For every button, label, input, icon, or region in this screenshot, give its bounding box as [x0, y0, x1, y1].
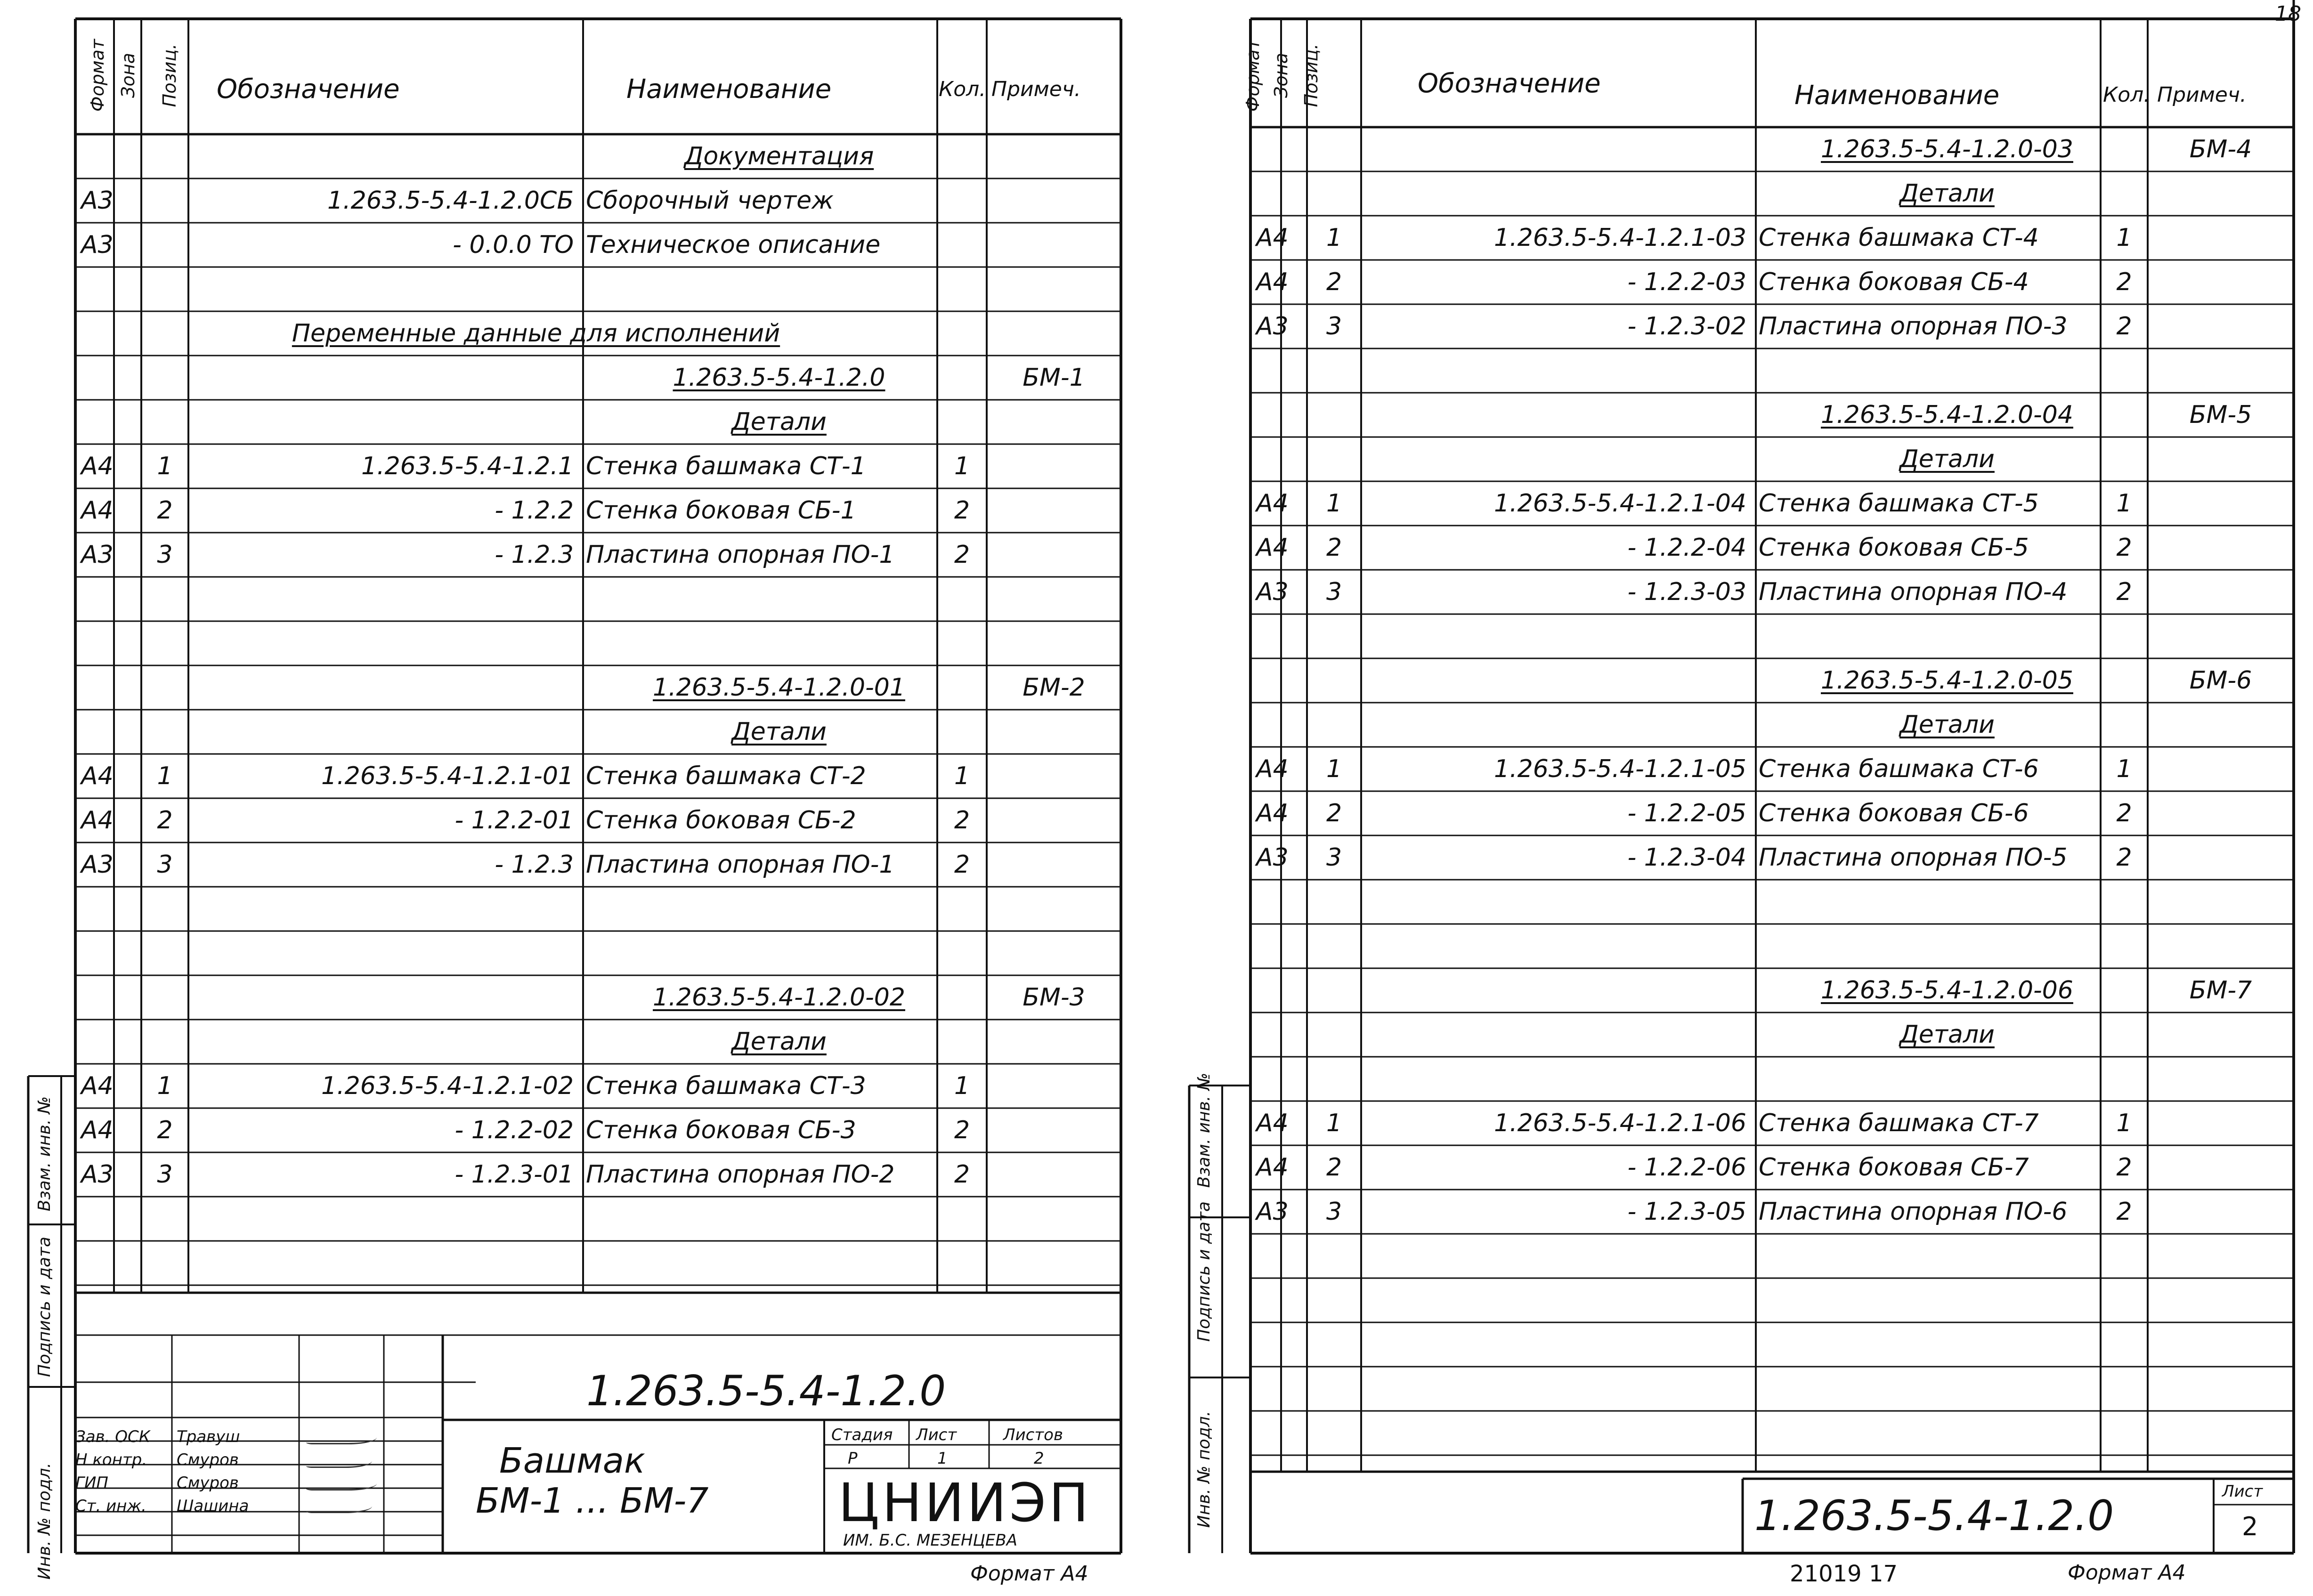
row-designation: - 0.0.0 ТО: [453, 230, 574, 259]
row-name: Стенка боковая СБ-3: [586, 1116, 856, 1144]
header-zone: Зона: [1271, 53, 1291, 98]
row-note: БМ-1: [1023, 363, 1085, 392]
row-name: Пластина опорная ПО-5: [1759, 843, 2068, 872]
row-name: Сборочный чертеж: [586, 186, 834, 215]
row-position: 1: [157, 762, 173, 790]
row-position: 3: [157, 540, 173, 569]
row-format: А3: [1256, 577, 1289, 606]
section-heading: Детали: [1899, 445, 1995, 473]
row-position: 1: [1326, 754, 1342, 783]
side-label-signature-date: Подпись и дата: [1194, 1201, 1214, 1342]
row-qty: 2: [2116, 1197, 2132, 1226]
side-label-replaced-inv: Взам. инв. №: [35, 1096, 54, 1212]
variant-code: 1.263.5-5.4-1.2.0-02: [653, 983, 905, 1012]
stamp-title-1: Башмак: [499, 1441, 645, 1481]
row-qty: 2: [2116, 533, 2132, 562]
row-position: 1: [157, 452, 173, 480]
variant-code: 1.263.5-5.4-1.2.0-05: [1821, 666, 2073, 695]
row-qty: 2: [2116, 312, 2132, 340]
stamp-sheet: 1: [937, 1449, 948, 1468]
stamp-sheet-label: Лист: [916, 1426, 957, 1444]
signature-2: [306, 1450, 372, 1468]
row-qty: 1: [2116, 754, 2132, 783]
header-format: Формат: [87, 39, 108, 112]
spec-sheet-2: [1154, 0, 2313, 1559]
row-designation: - 1.2.2-01: [454, 806, 574, 834]
row-designation: - 1.2.3-01: [454, 1160, 574, 1189]
row-qty: 1: [2116, 489, 2132, 518]
row-designation: - 1.2.2: [495, 496, 574, 525]
row-position: 1: [1326, 1109, 1342, 1137]
row-position: 1: [1326, 489, 1342, 518]
row-position: 3: [157, 850, 173, 879]
row-designation: 1.263.5-5.4-1.2.1: [361, 452, 574, 480]
row-designation: 1.263.5-5.4-1.2.1-02: [321, 1071, 574, 1100]
header-designation: Обозначение: [217, 74, 400, 105]
row-name: Пластина опорная ПО-1: [586, 540, 895, 569]
row-designation: - 1.2.3-05: [1627, 1197, 1746, 1226]
stamp-organization-sub: ИМ. Б.С. МЕЗЕНЦЕВА: [843, 1531, 1017, 1550]
row-format: А4: [81, 452, 114, 480]
row-name: Стенка боковая СБ-6: [1759, 799, 2029, 827]
row-format: А3: [81, 1160, 114, 1189]
signature-4: [306, 1496, 372, 1513]
stamp-role-1: Зав. ОСК: [75, 1427, 150, 1446]
row-position: 2: [1326, 1153, 1342, 1182]
row-format: А3: [81, 850, 114, 879]
row-format: А4: [1256, 223, 1289, 252]
row-note: БМ-7: [2189, 976, 2252, 1005]
format-label-2: Формат А4: [2068, 1561, 2186, 1585]
row-designation: 1.263.5-5.4-1.2.1-04: [1494, 489, 1746, 518]
row-designation: - 1.2.2-06: [1627, 1153, 1746, 1182]
row-format: А4: [81, 762, 114, 790]
row-position: 2: [157, 1116, 173, 1144]
format-label-1: Формат А4: [970, 1562, 1088, 1586]
row-qty: 2: [954, 540, 970, 569]
row-format: А4: [81, 496, 114, 525]
header-designation: Обозначение: [1418, 68, 1601, 99]
row-name: Пластина опорная ПО-2: [586, 1160, 895, 1189]
section-heading: Документация: [684, 142, 874, 170]
row-format: А4: [81, 806, 114, 834]
variant-code: 1.263.5-5.4-1.2.0-06: [1821, 976, 2073, 1005]
row-qty: 2: [2116, 267, 2132, 296]
row-designation: - 1.2.2-02: [454, 1116, 574, 1144]
row-note: БМ-4: [2189, 135, 2252, 163]
variant-code: 1.263.5-5.4-1.2.0: [673, 363, 885, 392]
side-label-inv-orig: Инв. № подл.: [1194, 1410, 1214, 1528]
row-designation: - 1.2.2-04: [1627, 533, 1746, 562]
header-zone: Зона: [118, 53, 138, 98]
side-label-inv-orig: Инв. № подл.: [35, 1462, 54, 1580]
row-qty: 1: [2116, 223, 2132, 252]
row-format: А4: [1256, 267, 1289, 296]
stamp-role-2: Н контр.: [75, 1450, 147, 1469]
row-qty: 2: [2116, 1153, 2132, 1182]
stamp-role-4: Ст. инж.: [75, 1497, 146, 1515]
row-qty: 1: [954, 762, 970, 790]
row-name: Стенка боковая СБ-1: [586, 496, 856, 525]
stamp-name-3: Смуров: [177, 1474, 239, 1492]
row-name: Стенка башмака СТ-6: [1759, 754, 2039, 783]
section-heading: Детали: [1899, 710, 1995, 739]
signature-3: [306, 1473, 377, 1491]
row-format: А4: [1256, 754, 1289, 783]
row-name: Стенка башмака СТ-2: [586, 762, 866, 790]
row-position: 3: [1326, 312, 1342, 340]
header-format: Формат: [1242, 39, 1263, 112]
row-name: Стенка башмака СТ-7: [1759, 1109, 2039, 1137]
row-position: 2: [1326, 533, 1342, 562]
variant-code: 1.263.5-5.4-1.2.0-04: [1821, 400, 2073, 429]
row-designation: - 1.2.3-04: [1627, 843, 1746, 872]
row-name: Пластина опорная ПО-1: [586, 850, 895, 879]
row-note: БМ-5: [2189, 400, 2252, 429]
row-format: А3: [1256, 312, 1289, 340]
stamp-role-3: ГИП: [75, 1474, 108, 1492]
stamp-code: 1.263.5-5.4-1.2.0: [1754, 1491, 2114, 1540]
row-designation: - 1.2.3: [495, 540, 574, 569]
side-label-replaced-inv: Взам. инв. №: [1194, 1072, 1214, 1188]
row-format: А4: [1256, 1153, 1289, 1182]
row-position: 1: [1326, 223, 1342, 252]
row-format: А3: [81, 186, 114, 215]
row-qty: 2: [2116, 799, 2132, 827]
header-position: Позиц.: [1301, 43, 1322, 107]
variant-code: 1.263.5-5.4-1.2.0-03: [1821, 135, 2073, 163]
row-format: А4: [81, 1116, 114, 1144]
header-qty: Кол.: [2103, 83, 2151, 107]
row-format: А4: [1256, 489, 1289, 518]
row-name: Стенка башмака СТ-1: [586, 452, 866, 480]
row-position: 2: [157, 806, 173, 834]
page-number: 18: [2275, 2, 2301, 26]
row-name: Пластина опорная ПО-4: [1759, 577, 2068, 606]
row-name: Стенка башмака СТ-4: [1759, 223, 2039, 252]
side-label-signature-date: Подпись и дата: [35, 1236, 54, 1377]
row-position: 2: [1326, 267, 1342, 296]
header-name: Наименование: [626, 74, 832, 105]
row-qty: 2: [954, 1116, 970, 1144]
stamp-code: 1.263.5-5.4-1.2.0: [586, 1367, 946, 1415]
row-designation: 1.263.5-5.4-1.2.1-03: [1494, 223, 1746, 252]
header-note: Примеч.: [2157, 83, 2247, 107]
row-name: Стенка боковая СБ-5: [1759, 533, 2029, 562]
row-name: Пластина опорная ПО-3: [1759, 312, 2068, 340]
row-position: 1: [157, 1071, 173, 1100]
row-designation: - 1.2.3-02: [1627, 312, 1746, 340]
section-heading: Детали: [1899, 179, 1995, 208]
row-designation: 1.263.5-5.4-1.2.1-06: [1494, 1109, 1746, 1137]
row-format: А3: [81, 540, 114, 569]
row-designation: - 1.2.2-05: [1627, 799, 1746, 827]
stamp-sheets-label: Листов: [1003, 1426, 1063, 1444]
row-format: А3: [81, 230, 114, 259]
row-note: БМ-3: [1023, 983, 1085, 1012]
signature-1: [306, 1427, 377, 1444]
stamp-title-2: БМ-1 ... БМ-7: [476, 1481, 709, 1521]
variant-code: 1.263.5-5.4-1.2.0-01: [653, 673, 905, 702]
header-qty: Кол.: [939, 77, 986, 101]
stamp-sheet-label: Лист: [2222, 1482, 2263, 1501]
row-designation: 1.263.5-5.4-1.2.0СБ: [327, 186, 574, 215]
row-note: БМ-2: [1023, 673, 1085, 702]
row-designation: - 1.2.2-03: [1627, 267, 1746, 296]
section-heading: Детали: [1899, 1020, 1995, 1049]
row-format: А3: [1256, 1197, 1289, 1226]
row-name: Пластина опорная ПО-6: [1759, 1197, 2068, 1226]
row-designation: 1.263.5-5.4-1.2.1-01: [321, 762, 574, 790]
row-designation: 1.263.5-5.4-1.2.1-05: [1494, 754, 1746, 783]
header-position: Позиц.: [159, 43, 180, 107]
stamp-sheet: 2: [2242, 1512, 2258, 1541]
row-qty: 2: [2116, 843, 2132, 872]
row-name: Техническое описание: [586, 230, 881, 259]
section-heading: Детали: [731, 1027, 827, 1056]
row-name: Стенка башмака СТ-5: [1759, 489, 2039, 518]
row-qty: 1: [954, 1071, 970, 1100]
header-name: Наименование: [1794, 80, 2000, 111]
stamp-stage-label: Стадия: [831, 1426, 893, 1444]
row-position: 3: [1326, 1197, 1342, 1226]
row-qty: 2: [954, 806, 970, 834]
row-format: А4: [1256, 533, 1289, 562]
stamp-organization: ЦНИИЭП: [838, 1473, 1092, 1534]
row-format: А4: [81, 1071, 114, 1100]
row-position: 2: [1326, 799, 1342, 827]
row-format: А4: [1256, 1109, 1289, 1137]
row-qty: 2: [954, 850, 970, 879]
row-format: А3: [1256, 843, 1289, 872]
stamp-stage: Р: [848, 1449, 858, 1468]
row-qty: 2: [2116, 577, 2132, 606]
stamp-name-1: Травуш: [177, 1427, 240, 1446]
row-format: А4: [1256, 799, 1289, 827]
stamp-sheets: 2: [1034, 1449, 1044, 1468]
row-name: Стенка боковая СБ-4: [1759, 267, 2029, 296]
header-note: Примеч.: [991, 77, 1081, 101]
row-position: 3: [1326, 577, 1342, 606]
row-designation: - 1.2.3-03: [1627, 577, 1746, 606]
row-qty: 1: [2116, 1109, 2132, 1137]
row-position: 2: [157, 496, 173, 525]
spanning-heading: Переменные данные для исполнений: [292, 319, 780, 348]
stamp-name-2: Смуров: [177, 1450, 239, 1469]
row-qty: 2: [954, 496, 970, 525]
row-qty: 2: [954, 1160, 970, 1189]
row-name: Стенка боковая СБ-7: [1759, 1153, 2029, 1182]
row-qty: 1: [954, 452, 970, 480]
row-position: 3: [157, 1160, 173, 1189]
row-name: Стенка башмака СТ-3: [586, 1071, 866, 1100]
section-heading: Детали: [731, 717, 827, 746]
row-name: Стенка боковая СБ-2: [586, 806, 856, 834]
stamp-name-4: Шашина: [177, 1497, 249, 1515]
bottom-number: 21019 17: [1790, 1561, 1898, 1587]
row-note: БМ-6: [2189, 666, 2252, 695]
row-designation: - 1.2.3: [495, 850, 574, 879]
section-heading: Детали: [731, 407, 827, 436]
row-position: 3: [1326, 843, 1342, 872]
